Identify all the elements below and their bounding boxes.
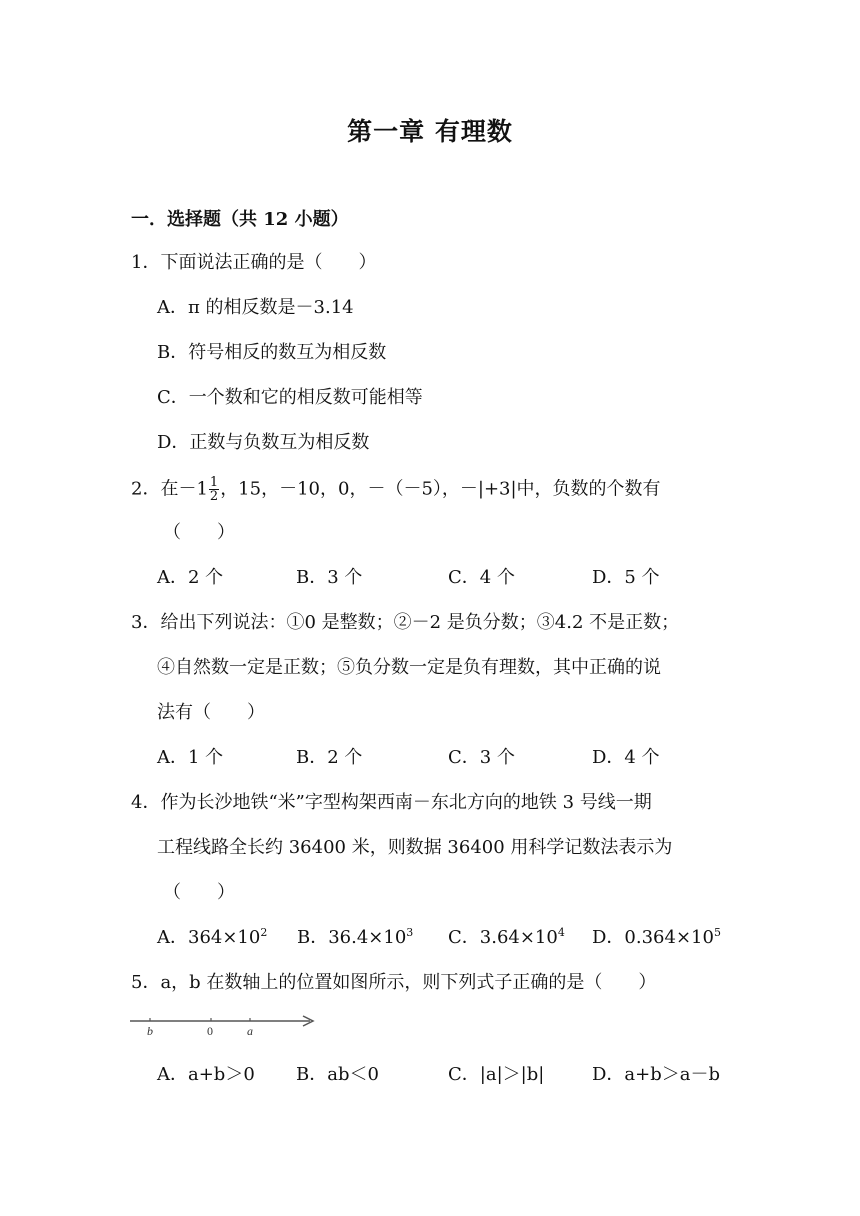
question-1-option-b: B．符号相反的数互为相反数 — [157, 342, 387, 363]
question-3-option-d: D．4 个 — [592, 747, 660, 768]
question-5-option-c: C．|a|＞|b| — [448, 1064, 545, 1085]
question-4-option-a — [157, 925, 267, 951]
question-2-option-d: D．5 个 — [592, 567, 660, 588]
question-4-line-1: 4．作为长沙地铁“米”字型构架西南－东北方向的地铁 3 号线一期 — [131, 792, 652, 813]
question-5-option-b: B．ab＜0 — [296, 1064, 379, 1085]
question-3-option-a: A．1 个 — [157, 747, 224, 768]
question-2-option-a: A．2 个 — [157, 567, 224, 588]
option-c-exponent: 4 — [557, 926, 565, 939]
question-3-option-b: B．2 个 — [296, 747, 363, 768]
question-3-line-1: 3．给出下列说法：①0 是整数；②－2 是负分数；③4.2 不是正数； — [131, 612, 680, 633]
label-a: a — [247, 1024, 253, 1038]
question-4-line-2: 工程线路全长约 36400 米，则数据 36400 用科学记数法表示为 — [157, 837, 673, 858]
section-heading: 一．选择题（共 12 小题） — [131, 209, 349, 230]
question-5-option-a: A．a+b＞0 — [157, 1064, 255, 1085]
question-2-option-b: B．3 个 — [296, 567, 363, 588]
question-5-option-d: D．a+b＞a－b — [592, 1064, 721, 1085]
question-2-stem — [131, 476, 661, 503]
option-b-base: B．36.4×10 — [297, 927, 407, 948]
question-3-line-2: ④自然数一定是正数；⑤负分数一定是负有理数，其中正确的说 — [157, 657, 661, 678]
option-c-base: C．3.64×10 — [448, 927, 558, 948]
option-d-base: D．0.364×10 — [592, 927, 714, 948]
page-title: 第一章 有理数 — [347, 117, 513, 146]
question-1-option-a: A．π 的相反数是－3.14 — [157, 297, 354, 318]
label-b: b — [147, 1024, 153, 1038]
fraction-one-half — [209, 476, 219, 503]
question-2-paren: （ ） — [163, 522, 235, 543]
fraction-numerator: 1 — [209, 475, 219, 490]
option-a-base: A．364×10 — [157, 927, 261, 948]
question-5-stem: 5．a，b 在数轴上的位置如图所示，则下列式子正确的是（ ） — [131, 972, 657, 993]
fraction-denominator: 2 — [209, 489, 219, 504]
question-3-option-c: C．3 个 — [448, 747, 515, 768]
question-1-stem: 1．下面说法正确的是（ ） — [131, 252, 377, 273]
question-2-stem-post: ，15，－10，0，－（－5），－|+3|中，负数的个数有 — [220, 478, 661, 500]
option-b-exponent: 3 — [406, 926, 414, 939]
question-4-option-b — [297, 925, 413, 951]
option-d-exponent: 5 — [713, 926, 721, 939]
question-2-option-c: C．4 个 — [448, 567, 515, 588]
option-a-exponent: 2 — [260, 926, 268, 939]
number-line-figure — [128, 1010, 320, 1040]
question-1-option-c: C．一个数和它的相反数可能相等 — [157, 387, 423, 408]
question-4-line-3: （ ） — [163, 882, 235, 903]
label-0: 0 — [207, 1024, 213, 1038]
question-4-option-d — [592, 925, 721, 951]
question-2-stem-pre: 2．在－1 — [131, 478, 208, 500]
question-1-option-d: D．正数与负数互为相反数 — [157, 432, 370, 453]
question-4-option-c — [448, 925, 565, 951]
question-3-line-3: 法有（ ） — [157, 702, 265, 723]
